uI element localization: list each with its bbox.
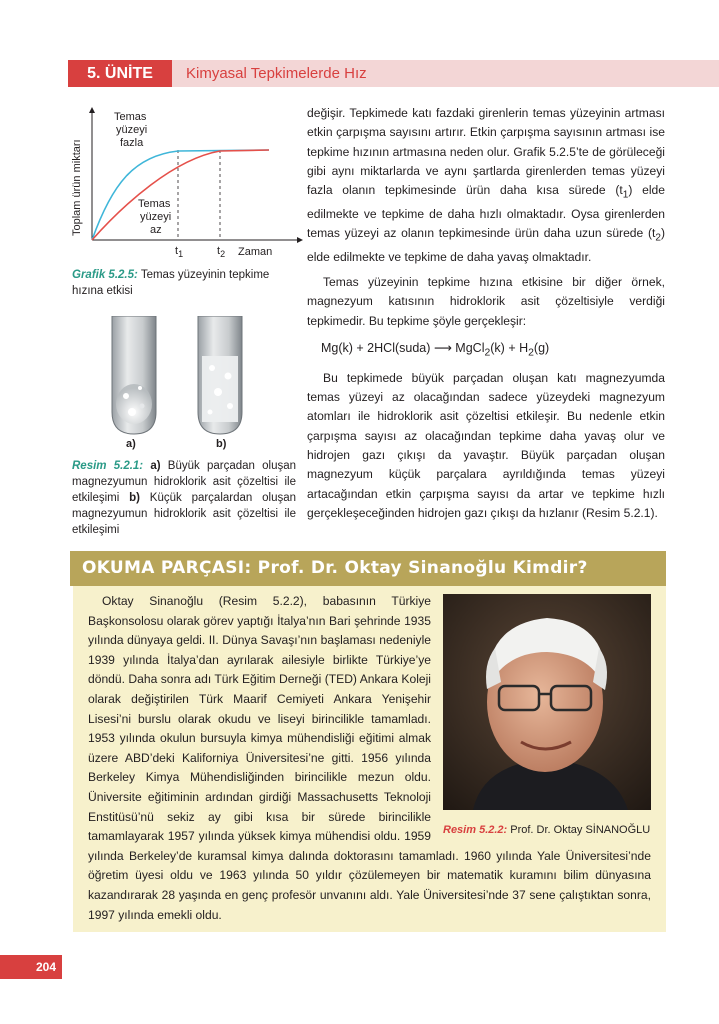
label-high-2: yüzeyi	[116, 124, 148, 136]
portrait-figure	[443, 594, 651, 836]
x-axis-label: Zaman	[238, 246, 273, 258]
paragraph-2: Temas yüzeyinin tepkime hızına etkisine bir diğer örnek, magnezyum katısının hidroklorik asit çözeltisiyle verdiği tepkimedir. Bu tepkime şöyle gerçekleşir:	[307, 275, 665, 328]
unit-title: Kimyasal Tepkimelerde Hız	[186, 65, 367, 82]
test-tubes-photo	[102, 316, 258, 436]
label-low-3: az	[150, 224, 162, 236]
curve-low-surface	[92, 150, 269, 240]
photo-caption: Resim 5.2.1: a) Büyük parçadan oluşan magnezyumun hidroklorik asit çözeltisi ile etkileşimi b) Küçük parçalardan oluşan magnezyumun hidroklorik asit çözeltisi ile etkileşimi	[72, 460, 297, 536]
label-low-2: yüzeyi	[140, 211, 172, 223]
graph-caption: Grafik 5.2.5: Temas yüzeyinin tepkime hızına etkisi	[72, 269, 270, 297]
y-axis-label: Toplam ürün miktarı	[71, 139, 83, 236]
portrait-photo	[443, 594, 651, 810]
t1-label: $t_1$	[175, 245, 184, 259]
label-high-3: fazla	[120, 137, 144, 149]
unit-badge: 5. ÜNİTE	[68, 60, 172, 87]
portrait-caption: Resim 5.2.2: Prof. Dr. Oktay SİNANOĞLU	[443, 823, 651, 836]
tube-b	[198, 316, 242, 434]
right-column-text	[307, 104, 665, 523]
reaction-rate-graph	[64, 104, 304, 266]
tube-label-b: b)	[216, 438, 227, 450]
t2-label: $t_2$	[217, 245, 226, 259]
label-high-1: Temas	[114, 111, 147, 123]
curve-high-surface	[92, 150, 269, 240]
tube-a	[112, 316, 156, 434]
label-low-1: Temas	[138, 198, 171, 210]
chemical-equation: Mg(k) + 2HCl(suda) ⟶ MgCl$_2$(k) + $H_2(g)$	[321, 341, 550, 359]
page-number: 204	[36, 960, 57, 974]
paragraph-3: Bu tepkimede büyük parçadan oluşan katı magnezyumda temas yüzeyi az olacağından sadece yüzeydeki magnezyum atomları ile hidroklorik asit çözeltisi etkileşir. Bu nedenle etkin çarpışma sayısı az olacağından tepkime daha yavaş olur ve hidrojen gazı çıkışı da yavaştır. Büyük parçadan oluşan magnezyum küçük parçalara ayrıldığında temas yüzeyi artacağından etkin çarpışma sayısı da artar ve tepkime hızlı gerçekleşeceğinden hidrojen gazı çıkışı da hızlanır (Resim 5.2.1).	[307, 370, 665, 520]
tube-label-a: a)	[126, 438, 136, 450]
paragraph-1: değişir. Tepkimede katı fazdaki girenlerin temas yüzeyinin artması etkin çarpışma sayısını artırır. Etkin çarpışma sayısının artması ise tepkime hızının artmasına neden olur. Grafik 5.2.5’te de görüleceği gibi aynı miktarlarda ve aynı şartlarda girenlerden temas yüzeyi fazla olanın tepkimesinde ürün daha kısa sürede $(t_1)$ elde edilmekte ve tepkime de daha hızlı olmaktadır. Oysa girenlerden temas yüzeyi az olanın tepkimesinde ürün daha uzun sürede $(t_2)$ elde edilmekte ve tepkime de daha yavaş olmaktadır.	[307, 106, 665, 264]
reading-title: OKUMA PARÇASI: Prof. Dr. Oktay Sinanoğlu Kimdir?	[82, 558, 588, 578]
reading-text	[88, 592, 651, 925]
reading-paragraph: Oktay Sinanoğlu (Resim 5.2.2), babasının Türkiye Başkonsolosu olarak görev yaptığı İtalya’nın Bari şehrinde 1935 yılında dünyaya geldi. II. Dünya Savaşı’nın başlaması nedeniyle 1939 yılında İtalya’dan ayrılarak ailesiyle birlikte Türkiye’ye döndü. Daha sonra adı Türk Eğitim Derneği (TED) Ankara Koleji olarak değiştirilen Türk Maarif Cemiyeti Ankara Yenişehir Lisesi’ni burslu olarak okudu ve liseyi birincilikle tamamladı. 1953 yılında okulun bursuyla kimya mühendisliği eğitimi almak üzere ABD’deki Kaliforniya Üniversitesi’ne gitti. 1956 yılında Berkeley Kimya Mühendisliğinden birincilikle mezun oldu. Üniversite eğitiminin ardından girdiği Massachusetts Teknoloji Enstitüsü’nü sekiz ay gibi kısa bir sürede birincilikle tamamlayarak 1957 yılında yüksek kimya mühendisi oldu. 1959 yılında Berkeley’de kuramsal kimya dalında doktorasını tamamladı. 1960 yılında Yale Üniversitesi’nde öğretim üyesi oldu ve 1963 yılında 50 yıldır çözülemeyen bir matematik kuramını bilim dünyasına kazandırarak 28 yaşında en genç profesör unvanını aldı. Yale Üniversitesi’nde 37 sene çalıştıktan sonra, 1997 yılında emekli oldu.	[88, 594, 651, 922]
